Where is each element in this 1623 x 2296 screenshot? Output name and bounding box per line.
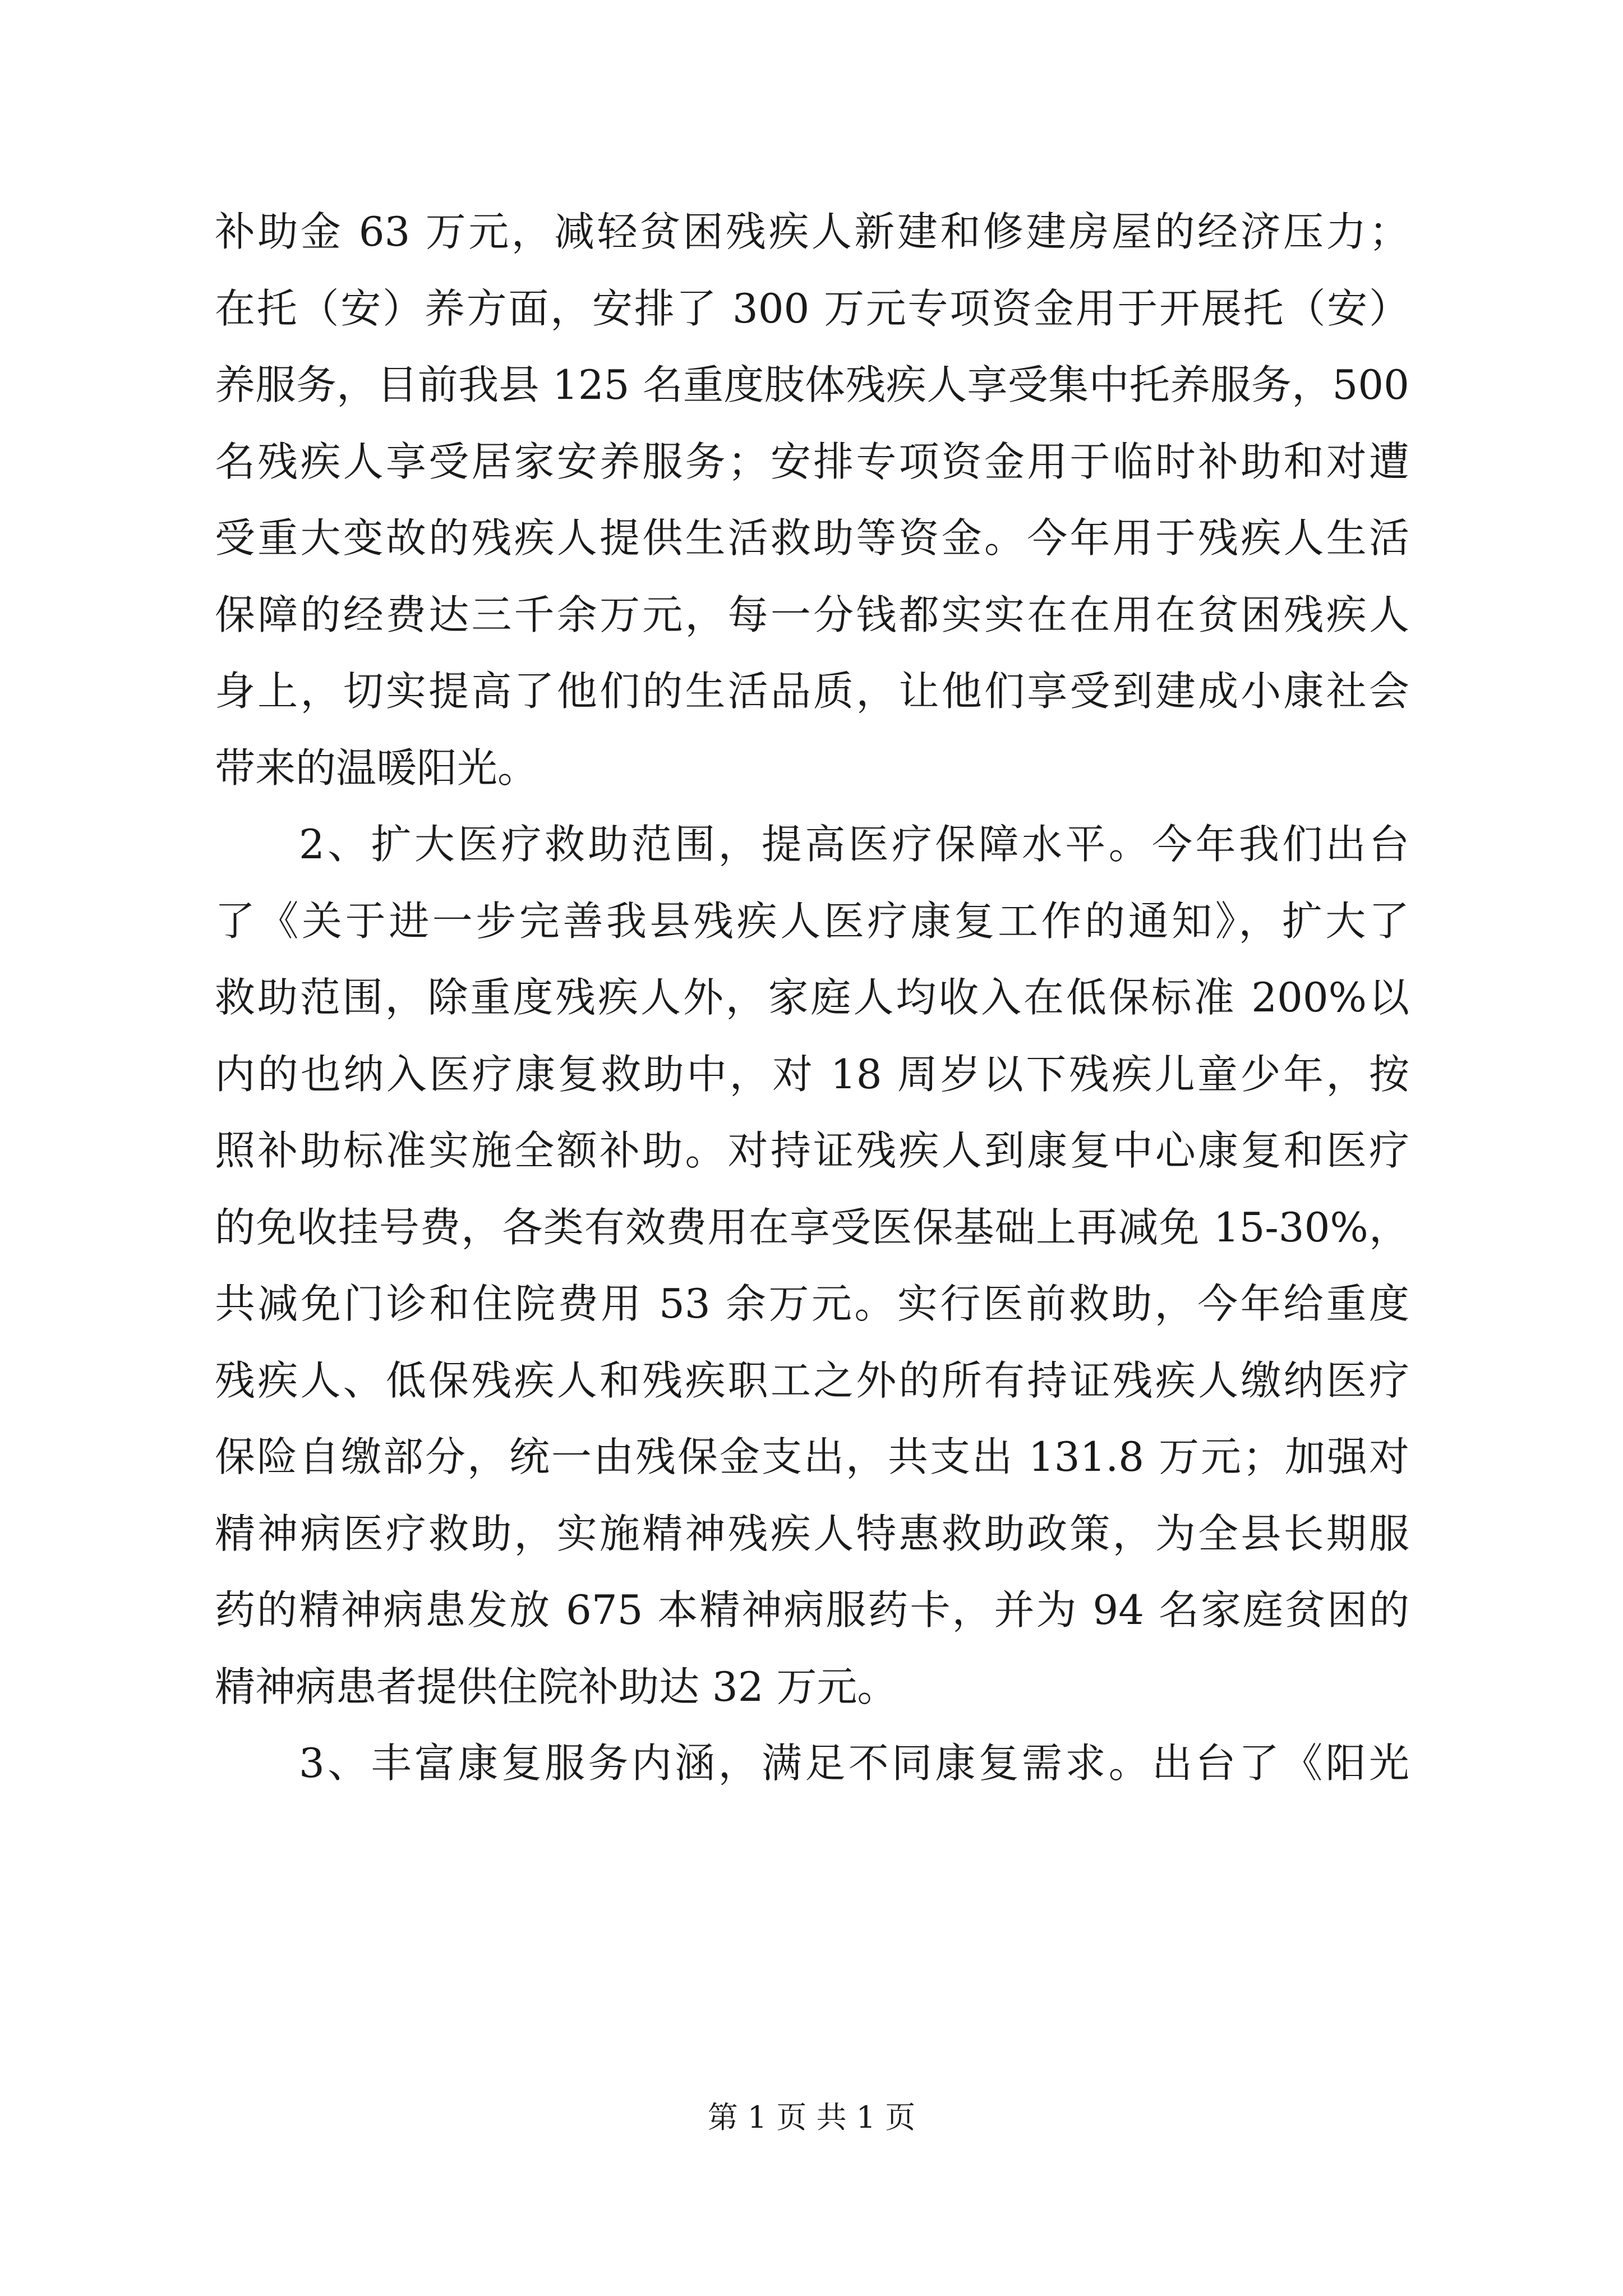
- paragraph-start-line: 2、扩大医疗救助范围，提高医疗保障水平。今年我们出台: [299, 821, 1409, 868]
- page-footer: 第 1 页 共 1 页: [707, 2100, 916, 2135]
- paragraph-start-line: 3、丰富康复服务内涵，满足不同康复需求。出台了《阳光: [299, 1740, 1409, 1787]
- text-line: 身上，切实提高了他们的生活品质，让他们享受到建成小康社会: [215, 668, 1409, 715]
- text-line: 内的也纳入医疗康复救助中，对 18 周岁以下残疾儿童少年，按: [215, 1050, 1409, 1098]
- text-line: 精神病患者提供住院补助达 32 万元。: [215, 1663, 898, 1710]
- text-line: 救助范围，除重度残疾人外，家庭人均收入在低保标准 200%以: [215, 974, 1409, 1021]
- text-line: 精神病医疗救助，实施精神残疾人特惠救助政策，为全县长期服: [215, 1510, 1409, 1557]
- text-line: 名残疾人享受居家安养服务；安排专项资金用于临时补助和对遭: [215, 438, 1409, 485]
- document-body: [215, 194, 1409, 1802]
- text-line: 养服务，目前我县 125 名重度肢体残疾人享受集中托养服务，500: [215, 361, 1409, 408]
- text-line: 保险自缴部分，统一由残保金支出，共支出 131.8 万元；加强对: [215, 1433, 1409, 1480]
- text-line: 残疾人、低保残疾人和残疾职工之外的所有持证残疾人缴纳医疗: [215, 1356, 1409, 1404]
- text-line: 药的精神病患发放 675 本精神病服药卡，并为 94 名家庭贫困的: [215, 1586, 1409, 1634]
- text-line: 补助金 63 万元，减轻贫困残疾人新建和修建房屋的经济压力；: [215, 208, 1409, 255]
- text-line: 受重大变故的残疾人提供生活救助等资金。今年用于残疾人生活: [215, 514, 1409, 562]
- text-line: 了《关于进一步完善我县残疾人医疗康复工作的通知》，扩大了: [215, 897, 1409, 945]
- text-line: 照补助标准实施全额补助。对持证残疾人到康复中心康复和医疗: [215, 1127, 1409, 1174]
- text-line: 在托（安）养方面，安排了 300 万元专项资金用于开展托（安）: [215, 284, 1409, 332]
- text-line: 带来的温暖阳光。: [215, 744, 538, 792]
- text-line: 保障的经费达三千余万元，每一分钱都实实在在用在贫困残疾人: [215, 591, 1409, 638]
- text-line: 的免收挂号费，各类有效费用在享受医保基础上再减免 15-30%，: [215, 1203, 1409, 1251]
- text-line: 共减免门诊和住院费用 53 余万元。实行医前救助，今年给重度: [215, 1280, 1409, 1327]
